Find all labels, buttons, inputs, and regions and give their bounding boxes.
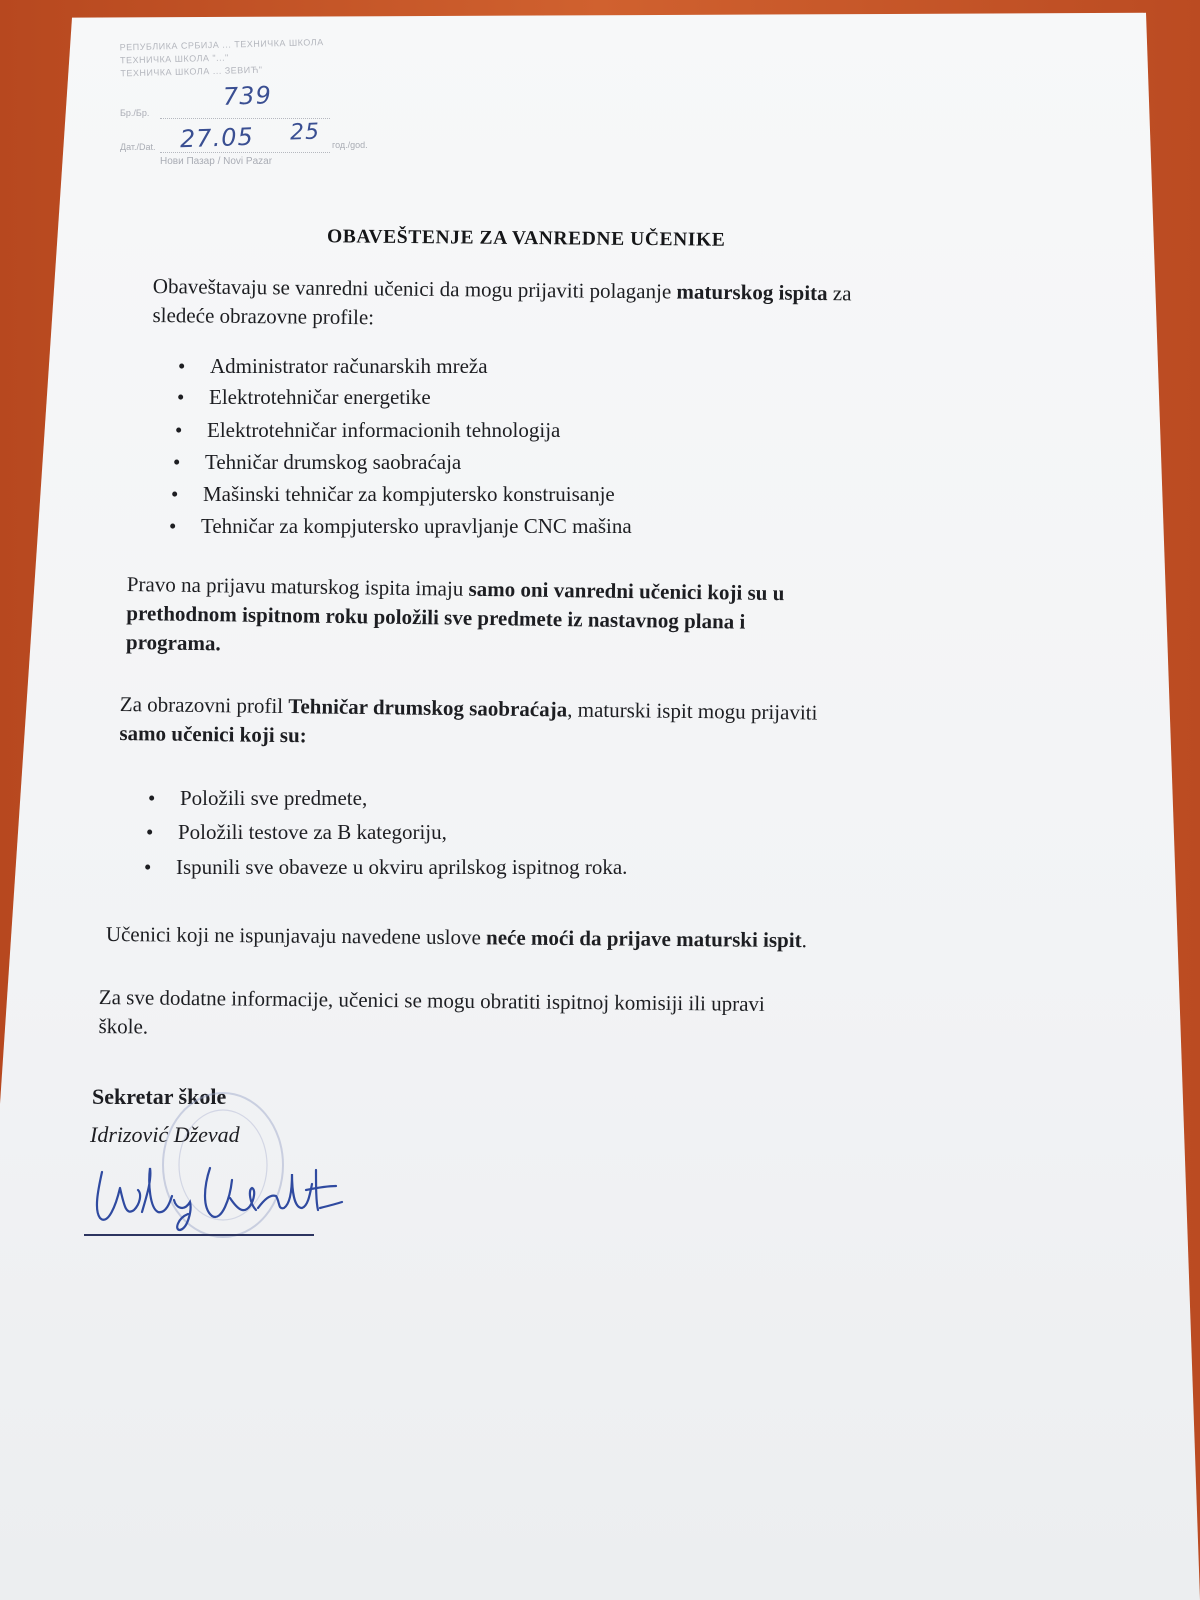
eligibility-bold: prethodnom ispitnom roku položili sve predmete iz nastavnog plana i (126, 600, 746, 634)
bullet-glyph: • (173, 450, 181, 474)
broj-label: Бр./Бр. (120, 108, 150, 118)
warning-text: Učenici koji ne ispunjavaju navedene uslove (105, 921, 487, 950)
info-line: Za sve dodatne informacije, učenici se mogu obratiti ispitnoj komisiji ili upravi (98, 984, 765, 1016)
bullet-glyph: • (178, 354, 186, 378)
bullet-glyph: • (177, 385, 185, 409)
bullet-glyph: • (146, 820, 154, 844)
warning-paragraph (106, 920, 807, 955)
broj-value: 739 (222, 81, 273, 111)
intro-bold: maturskog ispita (676, 279, 828, 306)
list-item-text: Tehničar za kompjutersko upravljanje CNC mašina (201, 514, 632, 538)
list-item-text: Elektrotehničar informacionih tehnologija (207, 418, 561, 442)
list-item-text: Tehničar drumskog saobraćaja (205, 450, 462, 474)
list-item-text: Elektrotehničar energetike (209, 385, 431, 409)
godina-suffix: год./god. (332, 140, 368, 150)
profile-bold: Tehničar drumskog saobraćaja (288, 694, 568, 722)
list-item (177, 385, 431, 410)
eligibility-bold: samo oni vanredni učenici koji su u (468, 576, 785, 606)
intro-text: Obaveštavaju se vanredni učenici da mogu prijaviti polaganje (152, 273, 677, 304)
list-item-text: Mašinski tehničar za kompjutersko konstruisanje (203, 482, 615, 506)
info-line: škole. (98, 1013, 149, 1039)
datum-label: Дат./Dat. (120, 142, 156, 152)
stamp-line: ТЕХНИЧКА ШКОЛА "..." (119, 52, 229, 66)
profile-paragraph (119, 690, 817, 757)
datum-year: 25 (289, 119, 321, 146)
list-item (169, 514, 632, 539)
bullet-glyph: • (144, 855, 152, 879)
handwritten-signature-icon (80, 1150, 350, 1245)
info-paragraph (98, 983, 765, 1048)
profile-bold: samo učenici koji su: (119, 720, 307, 748)
warning-text: . (801, 928, 807, 953)
list-item (148, 786, 367, 811)
list-item (146, 820, 447, 845)
bullet-glyph: • (175, 418, 183, 442)
warning-bold: neće moći da prijave maturski ispit (485, 925, 802, 953)
bullet-glyph: • (171, 482, 179, 506)
stamp-city: Нови Пазар / Novi Pazar (160, 156, 273, 167)
eligibility-bold: programa. (125, 629, 221, 656)
signature-role: Sekretar škole (92, 1084, 227, 1109)
signature-line (84, 1234, 314, 1236)
document-title: OBAVEŠTENJE ZA VANREDNE UČENIKE (326, 226, 726, 251)
bullet-glyph: • (148, 786, 156, 810)
list-item-text: Ispunili sve obaveze u okviru aprilskog ispitnog roka. (176, 855, 628, 879)
profile-text: Za obrazovni profil (119, 691, 289, 719)
list-item-text: Administrator računarskih mreža (210, 354, 488, 378)
signature-name: Idrizović Dževad (90, 1122, 240, 1147)
intro-line2: sledeće obrazovne profile: (152, 302, 375, 330)
profile-text: , maturski ispit mogu prijaviti (567, 697, 818, 725)
eligibility-text: Pravo na prijavu maturskog ispita imaju (126, 571, 469, 601)
list-item-text: Položili testove za B kategoriju, (178, 820, 447, 844)
datum-day-month: 27.05 (179, 122, 255, 154)
list-item (144, 855, 627, 880)
list-item (171, 482, 615, 507)
bullet-glyph: • (169, 514, 177, 538)
registration-stamp (120, 35, 381, 81)
intro-after: za (827, 281, 852, 306)
broj-underline (160, 118, 330, 119)
stamp-line: ТЕХНИЧКА ШКОЛА ... ЗЕВИЋ" (120, 64, 263, 79)
list-item (173, 450, 461, 475)
list-item (175, 418, 560, 443)
list-item (178, 354, 488, 379)
intro-paragraph (152, 272, 851, 337)
list-item-text: Položili sve predmete, (180, 786, 368, 810)
eligibility-paragraph (126, 570, 785, 666)
stamp-line: РЕПУБЛИКА СРБИЈА ... ТЕХНИЧКА ШКОЛА (119, 37, 324, 53)
